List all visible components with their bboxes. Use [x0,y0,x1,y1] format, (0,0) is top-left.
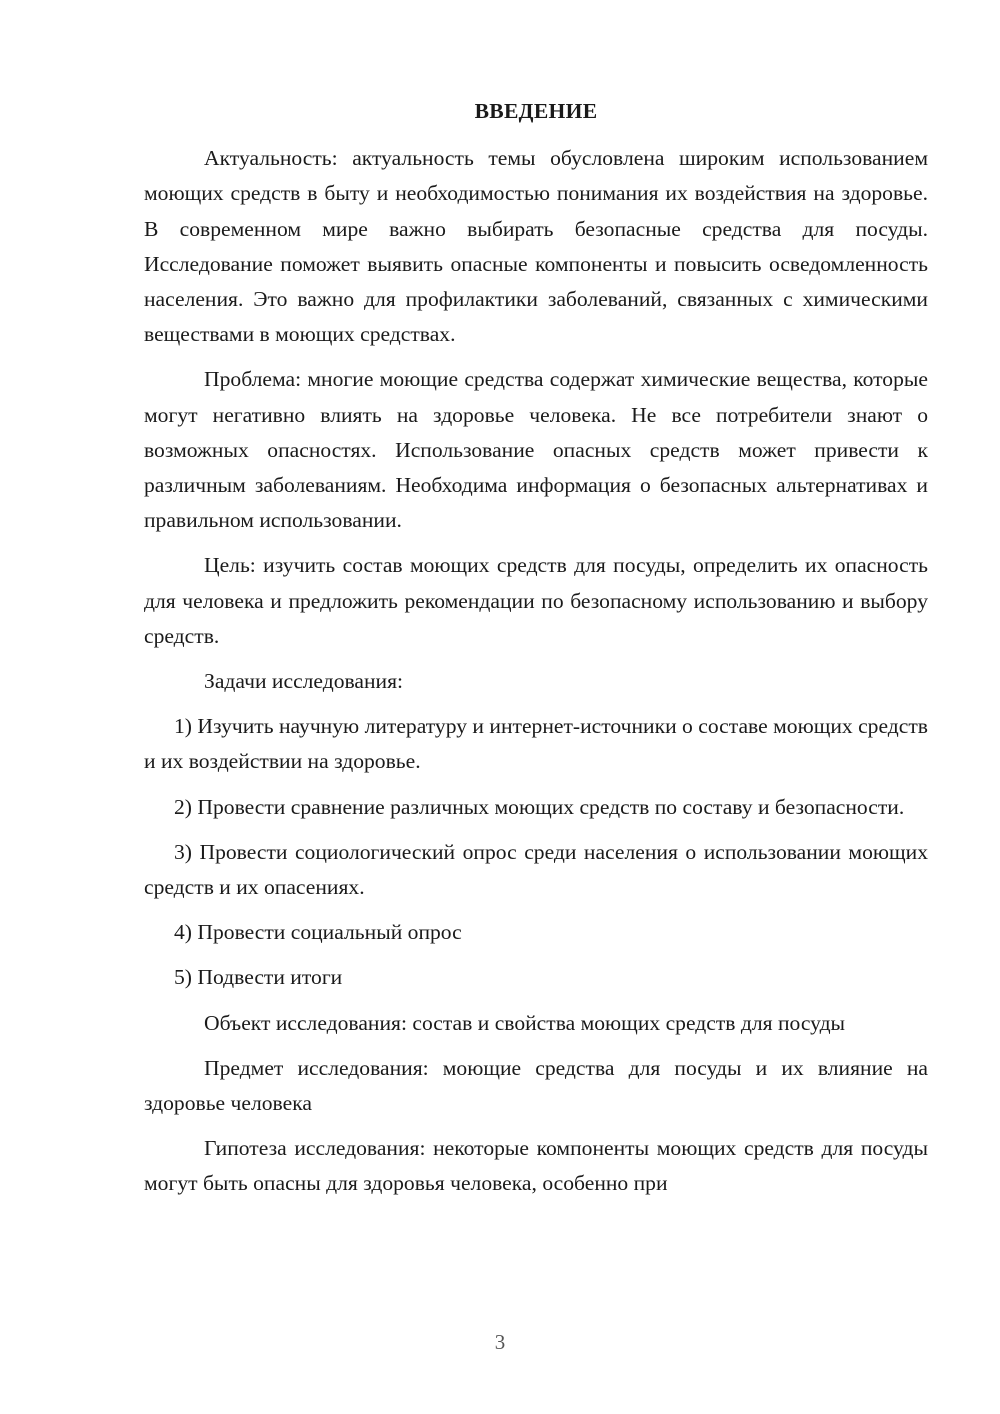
task-item-2: 2) Провести сравнение различных моющих средств по составу и безопасности. [174,794,905,819]
task-item-5: 5) Подвести итоги [174,965,343,990]
problem-paragraph: Проблема: многие моющие средства содержат химические вещества, которые могут негативно влиять на здоровье человека. Не все потребители знают о возможных опасностях. Использование опасных средств может привести к различным заболеваниям. Необходима информация о безопасных альтернативах и правильном использовании. [144,367,928,533]
task-item-1: 1) Изучить научную литературу и интернет-источники о составе моющих средств и их воздействии на здоровье. [144,714,928,774]
task-item-3: 3) Провести социологический опрос среди населения о использовании моющих средств и их опасениях. [144,839,928,900]
task-item-4: 4) Провести социальный опрос [174,920,462,945]
goal-paragraph: Цель: изучить состав моющих средств для посуды, определить их опасность для человека и предложить рекомендации по безопасному использованию и выбору средств. [144,553,928,648]
page-content [144,94,928,1212]
page-number: 3 [494,1330,506,1354]
subject-paragraph: Предмет исследования: моющие средства для посуды и их влияние на здоровье человека [144,1055,928,1116]
section-title: ВВЕДЕНИЕ [474,99,598,123]
tasks-heading: Задачи исследования: [204,669,404,694]
relevance-paragraph: Актуальность: актуальность темы обусловлена широким использованием моющих средств в быту и необходимостью понимания их воздействия на здоровье. В современном мире важно выбирать безопасные средства для посуды. Исследование поможет выявить опасные компоненты и повысить осведомленность населения. Это важно для профилактики заболеваний, связанных с химическими веществами в моющих средствах. [144,146,928,347]
hypothesis-paragraph: Гипотеза исследования: некоторые компоненты моющих средств для посуды могут быть опасны для здоровья человека, особенно при [144,1136,928,1196]
object-paragraph: Объект исследования: состав и свойства моющих средств для посуды [204,1010,846,1035]
